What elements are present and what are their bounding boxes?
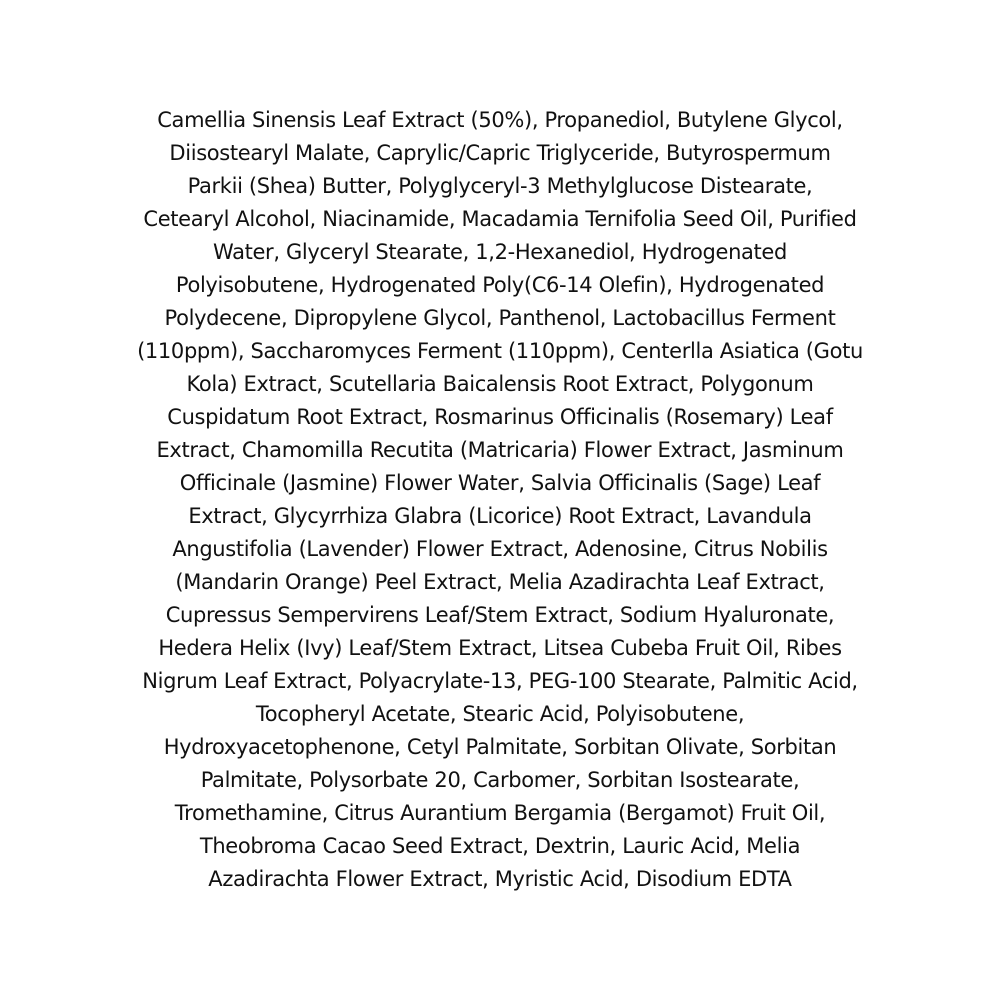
ingredients-line: Hydroxyacetophenone, Cetyl Palmitate, Sorbitan Olivate, Sorbitan <box>163 735 837 759</box>
ingredients-line: Polyisobutene, Hydrogenated Poly(C6-14 Olefin), Hydrogenated <box>175 273 825 297</box>
ingredients-line: Cuspidatum Root Extract, Rosmarinus Officinalis (Rosemary) Leaf <box>167 405 833 429</box>
ingredients-line: Camellia Sinensis Leaf Extract (50%), Propanediol, Butylene Glycol, <box>157 108 843 132</box>
ingredients-line: Theobroma Cacao Seed Extract, Dextrin, Lauric Acid, Melia <box>199 834 801 858</box>
ingredients-line: Nigrum Leaf Extract, Polyacrylate-13, PEG-100 Stearate, Palmitic Acid, <box>142 669 858 693</box>
ingredients-line: Diisostearyl Malate, Caprylic/Capric Triglyceride, Butyrospermum <box>169 141 831 165</box>
ingredients-line: Tromethamine, Citrus Aurantium Bergamia (Bergamot) Fruit Oil, <box>174 801 826 825</box>
ingredients-line: Angustifolia (Lavender) Flower Extract, Adenosine, Citrus Nobilis <box>172 537 828 561</box>
ingredients-line: Hedera Helix (Ivy) Leaf/Stem Extract, Litsea Cubeba Fruit Oil, Ribes <box>158 636 842 660</box>
ingredients-line: Water, Glyceryl Stearate, 1,2-Hexanediol, Hydrogenated <box>213 240 787 264</box>
ingredients-line: (110ppm), Saccharomyces Ferment (110ppm), Centerlla Asiatica (Gotu <box>137 339 863 363</box>
ingredients-list <box>0 104 1000 896</box>
ingredients-line: Azadirachta Flower Extract, Myristic Acid, Disodium EDTA <box>208 867 792 891</box>
ingredients-line: Tocopheryl Acetate, Stearic Acid, Polyisobutene, <box>255 702 745 726</box>
ingredients-line: Cupressus Sempervirens Leaf/Stem Extract, Sodium Hyaluronate, <box>165 603 835 627</box>
ingredients-line: Cetearyl Alcohol, Niacinamide, Macadamia Ternifolia Seed Oil, Purified <box>143 207 857 231</box>
ingredients-line: Palmitate, Polysorbate 20, Carbomer, Sorbitan Isostearate, <box>200 768 800 792</box>
ingredients-line: (Mandarin Orange) Peel Extract, Melia Azadirachta Leaf Extract, <box>175 570 825 594</box>
ingredients-line: Parkii (Shea) Butter, Polyglyceryl-3 Methylglucose Distearate, <box>187 174 813 198</box>
ingredients-line: Extract, Glycyrrhiza Glabra (Licorice) Root Extract, Lavandula <box>188 504 812 528</box>
ingredients-line: Kola) Extract, Scutellaria Baicalensis Root Extract, Polygonum <box>186 372 814 396</box>
ingredients-line: Extract, Chamomilla Recutita (Matricaria) Flower Extract, Jasminum <box>156 438 844 462</box>
ingredients-line: Officinale (Jasmine) Flower Water, Salvia Officinalis (Sage) Leaf <box>179 471 821 495</box>
ingredients-line: Polydecene, Dipropylene Glycol, Panthenol, Lactobacillus Ferment <box>164 306 836 330</box>
